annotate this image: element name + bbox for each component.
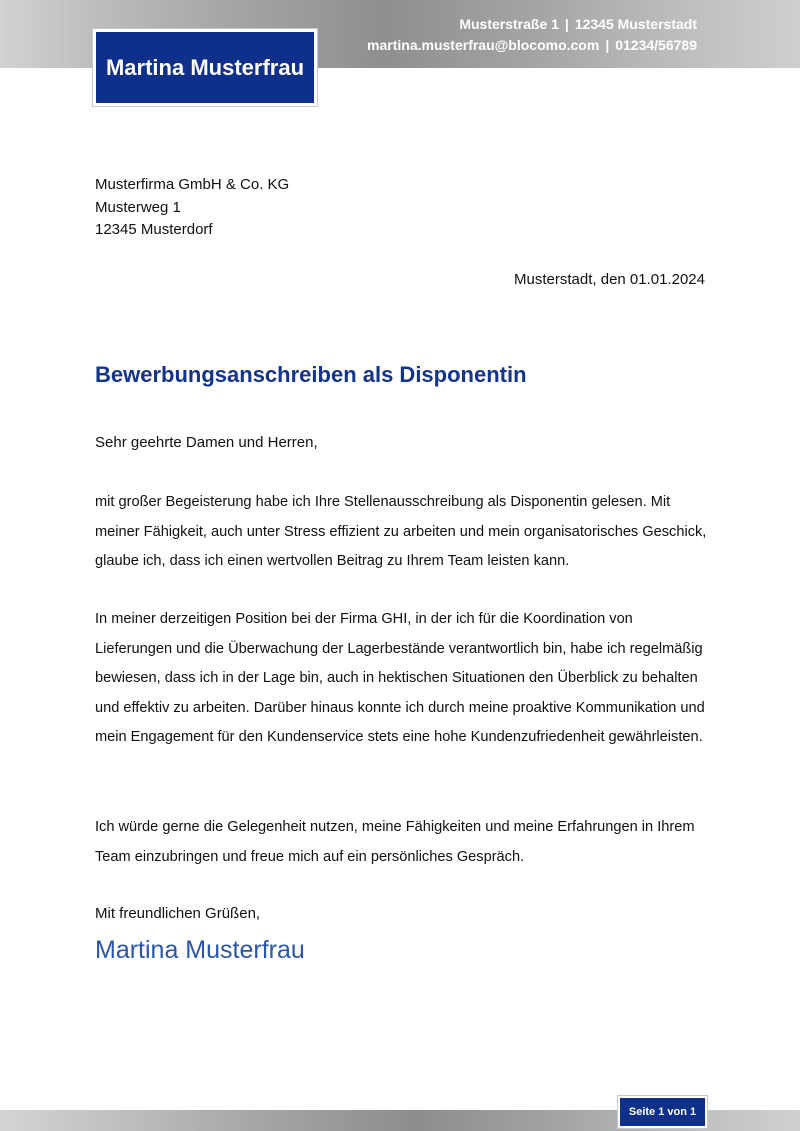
signature: Martina Musterfrau xyxy=(95,936,305,964)
sender-name: Martina Musterfrau xyxy=(105,54,305,80)
header-address: Musterstraße 1 xyxy=(459,16,559,32)
page-number: Seite 1 von 1 xyxy=(628,1106,697,1118)
header-contact-line xyxy=(367,37,697,53)
recipient-city: 12345 Musterdorf xyxy=(95,221,213,238)
page-number-box xyxy=(618,1096,707,1128)
body-paragraph-2: In meiner derzeitigen Position bei der Firma GHI, in der ich für die Koordination von Lieferungen und die Überwachung der Lagerbestände verantwortlich bin, habe ich regelmäßig bewiesen, dass ich in der Lage bin, auch in hektischen Situationen den Überblick zu behalten und effektiv zu arbeiten. Darüber hinaus konnte ich durch meine proaktive Kommunikation und mein Engagement für den Kundenservice stets eine hohe Kundenzufriedenheit gewährleisten. xyxy=(95,611,705,746)
header-separator: | xyxy=(605,37,610,53)
recipient-street: Musterweg 1 xyxy=(95,198,181,216)
body-paragraph-3: Ich würde gerne die Gelegenheit nutzen, meine Fähigkeiten und meine Erfahrungen in Ihrem Team einzubringen und freue mich auf ein persönliches Gespräch. xyxy=(95,819,695,865)
letter-date: Musterstadt, den 01.01.2024 xyxy=(514,271,705,288)
sender-name-box xyxy=(93,29,317,106)
body-paragraph-1: mit großer Begeisterung habe ich Ihre Stellenausschreibung als Disponentin gelesen. Mit meiner Fähigkeit, auch unter Stress effizient zu arbeiten und mein organisatorisches Geschick, glaube ich, dass ich einen wertvollen Beitrag zu Ihrem Team leisten kann. xyxy=(95,494,707,570)
recipient-company: Musterfirma GmbH & Co. KG xyxy=(95,176,290,193)
recipient-address xyxy=(95,174,289,242)
letter-closing: Mit freundlichen Grüßen, xyxy=(95,905,261,922)
letter-subject: Bewerbungsanschreiben als Disponentin xyxy=(95,362,527,387)
header-phone: 01234/56789 xyxy=(615,37,697,53)
header-city: 12345 Musterstadt xyxy=(574,16,697,32)
header-address-line xyxy=(459,16,697,32)
header-separator: | xyxy=(564,16,569,32)
letter-salutation: Sehr geehrte Damen und Herren, xyxy=(95,434,318,451)
header-email: martina.musterfrau@blocomo.com xyxy=(367,37,600,53)
